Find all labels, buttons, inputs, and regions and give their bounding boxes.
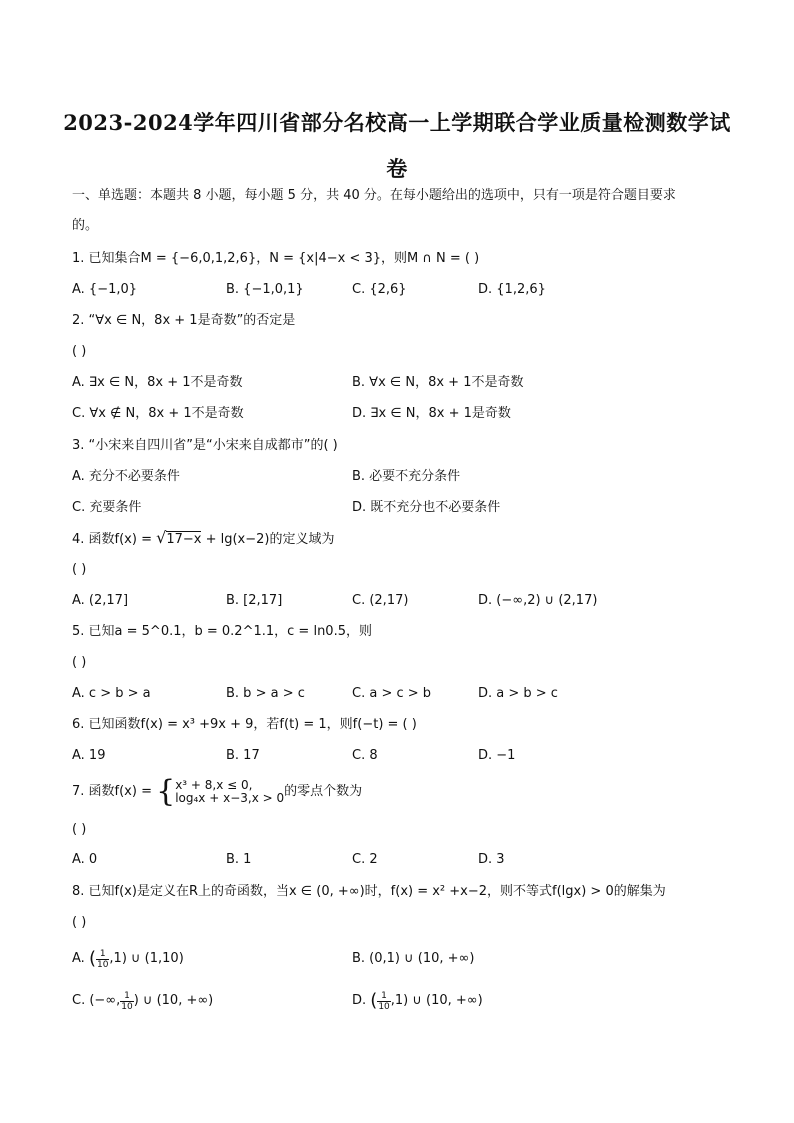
question-1-stem: 1. 已知集合M = {−6,0,1,2,6}，N = {x|4−x < 3}，则M ∩ N = ( ) [72, 251, 480, 266]
q1-option-b: B. {−1,0,1} [226, 282, 304, 297]
q1-option-a: A. {−1,0} [72, 282, 138, 297]
q8c-suffix: ) ∪ (10, +∞) [133, 993, 214, 1008]
q7-stem-prefix: 7. 函数f(x) = [72, 784, 157, 799]
q8-option-a [72, 944, 184, 975]
question-3-stem: 3. “小宋来自四川省”是“小宋来自成都市”的( ) [72, 438, 338, 453]
q4-option-c: C. (2,17) [352, 593, 409, 608]
q7-option-c: C. 2 [352, 852, 378, 867]
piecewise-definition [175, 779, 284, 805]
fraction-denominator: 10 [378, 1001, 390, 1012]
q1-option-d: D. {1,2,6} [478, 282, 546, 297]
fraction-numerator: 1 [120, 991, 133, 1002]
q5-option-d: D. a > b > c [478, 686, 558, 701]
question-4-stem [72, 528, 334, 550]
q8-option-b: B. (0,1) ∪ (10, +∞) [352, 951, 475, 966]
exam-title: 2023-2024学年四川省部分名校高一上学期联合学业质量检测数学试卷 [63, 110, 731, 181]
question-6-stem: 6. 已知函数f(x) = x³ +9x + 9，若f(t) = 1，则f(−t) = ( ) [72, 717, 417, 732]
fraction-numerator: 1 [377, 991, 390, 1002]
q6-option-a: A. 19 [72, 748, 106, 763]
fraction [120, 991, 133, 1012]
q8c-prefix: C. (−∞, [72, 993, 121, 1008]
q4-option-d: D. (−∞,2) ∪ (2,17) [478, 593, 598, 608]
fraction-numerator: 1 [96, 949, 109, 960]
question-7-stem [72, 776, 362, 810]
fraction-denominator: 10 [96, 959, 109, 970]
q1-option-c: C. {2,6} [352, 282, 407, 297]
q7-option-b: B. 1 [226, 852, 252, 867]
q6-option-d: D. −1 [478, 748, 516, 763]
question-8-paren: ( ) [72, 915, 87, 930]
q3-option-d: D. 既不充分也不必要条件 [352, 500, 501, 515]
paren-open: ( [370, 990, 378, 1011]
question-5-paren: ( ) [72, 655, 87, 670]
question-7-paren: ( ) [72, 822, 87, 837]
q7-option-a: A. 0 [72, 852, 98, 867]
question-2-stem: 2. “∀x ∈ N，8x + 1是奇数”的否定是 [72, 313, 296, 328]
section-heading-cont: 的。 [72, 218, 99, 233]
q2-option-a: A. ∃x ∈ N，8x + 1不是奇数 [72, 375, 243, 390]
q8-option-c [72, 986, 213, 1017]
q2-option-b: B. ∀x ∈ N，8x + 1不是奇数 [352, 375, 524, 390]
question-5-stem: 5. 已知a = 5^0.1，b = 0.2^1.1，c = ln0.5，则 [72, 624, 372, 639]
q8a-suffix: ,1) ∪ (1,10) [109, 951, 184, 966]
q6-option-b: B. 17 [226, 748, 260, 763]
paren-open: ( [88, 948, 96, 969]
q4-option-a: A. (2,17] [72, 593, 129, 608]
q7-stem-suffix: 的零点个数为 [284, 784, 363, 799]
question-8-stem: 8. 已知f(x)是定义在R上的奇函数，当x ∈ (0, +∞)时，f(x) = x² +x−2，则不等式f(lgx) > 0的解集为 [72, 884, 666, 899]
q8d-suffix: ,1) ∪ (10, +∞) [390, 993, 483, 1008]
q3-option-a: A. 充分不必要条件 [72, 469, 180, 484]
question-4-paren: ( ) [72, 562, 87, 577]
q5-option-c: C. a > c > b [352, 686, 432, 701]
sqrt-sign: √ [156, 528, 167, 547]
fraction [96, 949, 109, 970]
q4-option-b: B. [2,17] [226, 593, 283, 608]
q5-option-a: A. c > b > a [72, 686, 151, 701]
q5-option-b: B. b > a > c [226, 686, 305, 701]
piece-2: log₄x + x−3,x > 0 [175, 791, 285, 805]
q8d-prefix: D. [352, 993, 371, 1008]
q7-option-d: D. 3 [478, 852, 505, 867]
q2-option-d: D. ∃x ∈ N，8x + 1是奇数 [352, 406, 511, 421]
q6-option-c: C. 8 [352, 748, 378, 763]
section-heading: 一、单选题：本题共 8 小题，每小题 5 分，共 40 分。在每小题给出的选项中，只有一项是符合题目要求 [72, 188, 676, 203]
left-brace: { [156, 774, 176, 809]
q2-option-c: C. ∀x ∉ N，8x + 1不是奇数 [72, 406, 244, 421]
q4-stem-suffix: + lg(x−2)的定义域为 [201, 532, 335, 547]
piece-1: x³ + 8,x ≤ 0, [175, 778, 253, 792]
q4-stem-prefix: 4. 函数f(x) = [72, 532, 157, 547]
q8-option-d [352, 986, 483, 1017]
q3-option-c: C. 充要条件 [72, 500, 142, 515]
question-2-paren: ( ) [72, 344, 87, 359]
q4-radicand: 17−x [166, 532, 202, 547]
q8a-prefix: A. [72, 951, 89, 966]
fraction-denominator: 10 [121, 1001, 133, 1012]
q3-option-b: B. 必要不充分条件 [352, 469, 461, 484]
fraction [377, 991, 390, 1012]
